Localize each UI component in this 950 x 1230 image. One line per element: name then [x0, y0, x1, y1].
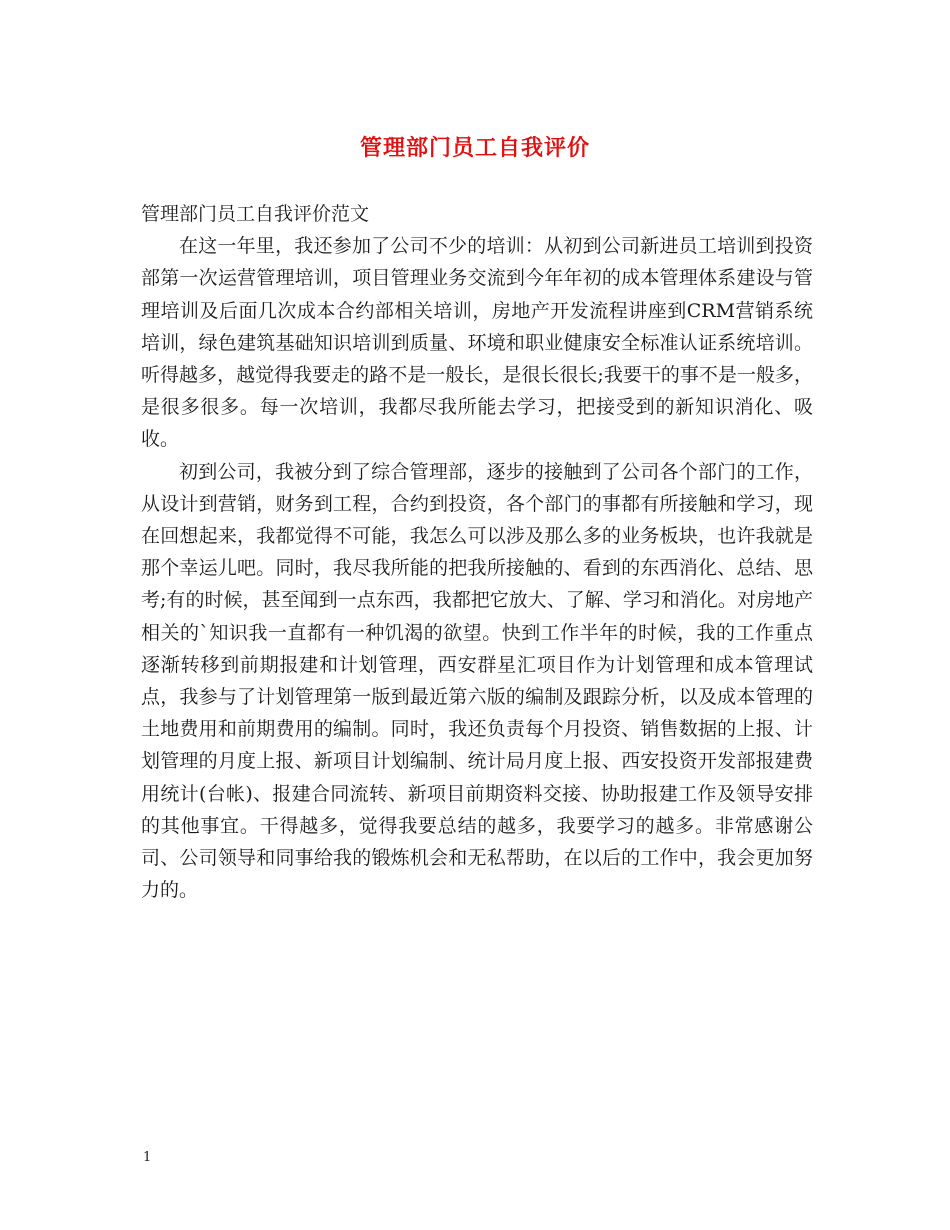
document-title: 管理部门员工自我评价	[359, 135, 590, 161]
paragraph-training: 在这一年里，我还参加了公司不少的培训：从初到公司新进员工培训到投资部第一次运营管理培训，项目管理业务交流到今年年初的成本管理体系建设与管理培训及后面几次成本合约部相关培训，房地产开发流程讲座到CRM营销系统培训，绿色建筑基础知识培训到质量、环境和职业健康安全标准认证系统培训。听得越多，越觉得我要走的路不是一般长，是很长很长;我要干的事不是一般多，是很多很多。每一次培训，我都尽我所能去学习，把接受到的新知识消化、吸收。	[141, 235, 813, 451]
document-subtitle: 管理部门员工自我评价范文	[141, 203, 370, 225]
page-number: 1	[143, 1150, 152, 1165]
document-body	[141, 198, 813, 906]
paragraph-work-experience: 初到公司，我被分到了综合管理部，逐步的接触到了公司各个部门的工作，从设计到营销，财务到工程，合约到投资，各个部门的事都有所接触和学习，现在回想起来，我都觉得不可能，我怎么可以涉及那么多的业务板块，也许我就是那个幸运儿吧。同时，我尽我所能的把我所接触的、看到的东西消化、总结、思考;有的时候，甚至闻到一点东西，我都把它放大、了解、学习和消化。对房地产相关的`知识我一直都有一种饥渴的欲望。快到工作半年的时候，我的工作重点逐渐转移到前期报建和计划管理，西安群星汇项目作为计划管理和成本管理试点，我参与了计划管理第一版到最近第六版的编制及跟踪分析，以及成本管理的土地费用和前期费用的编制。同时，我还负责每个月投资、销售数据的上报、计划管理的月度上报、新项目计划编制、统计局月度上报、西安投资开发部报建费用统计(台帐)、报建合同流转、新项目前期资料交接、协助报建工作及领导安排的其他事宜。干得越多，觉得我要总结的越多，我要学习的越多。非常感谢公司、公司领导和同事给我的锻炼机会和无私帮助，在以后的工作中，我会更加努力的。	[141, 460, 813, 902]
